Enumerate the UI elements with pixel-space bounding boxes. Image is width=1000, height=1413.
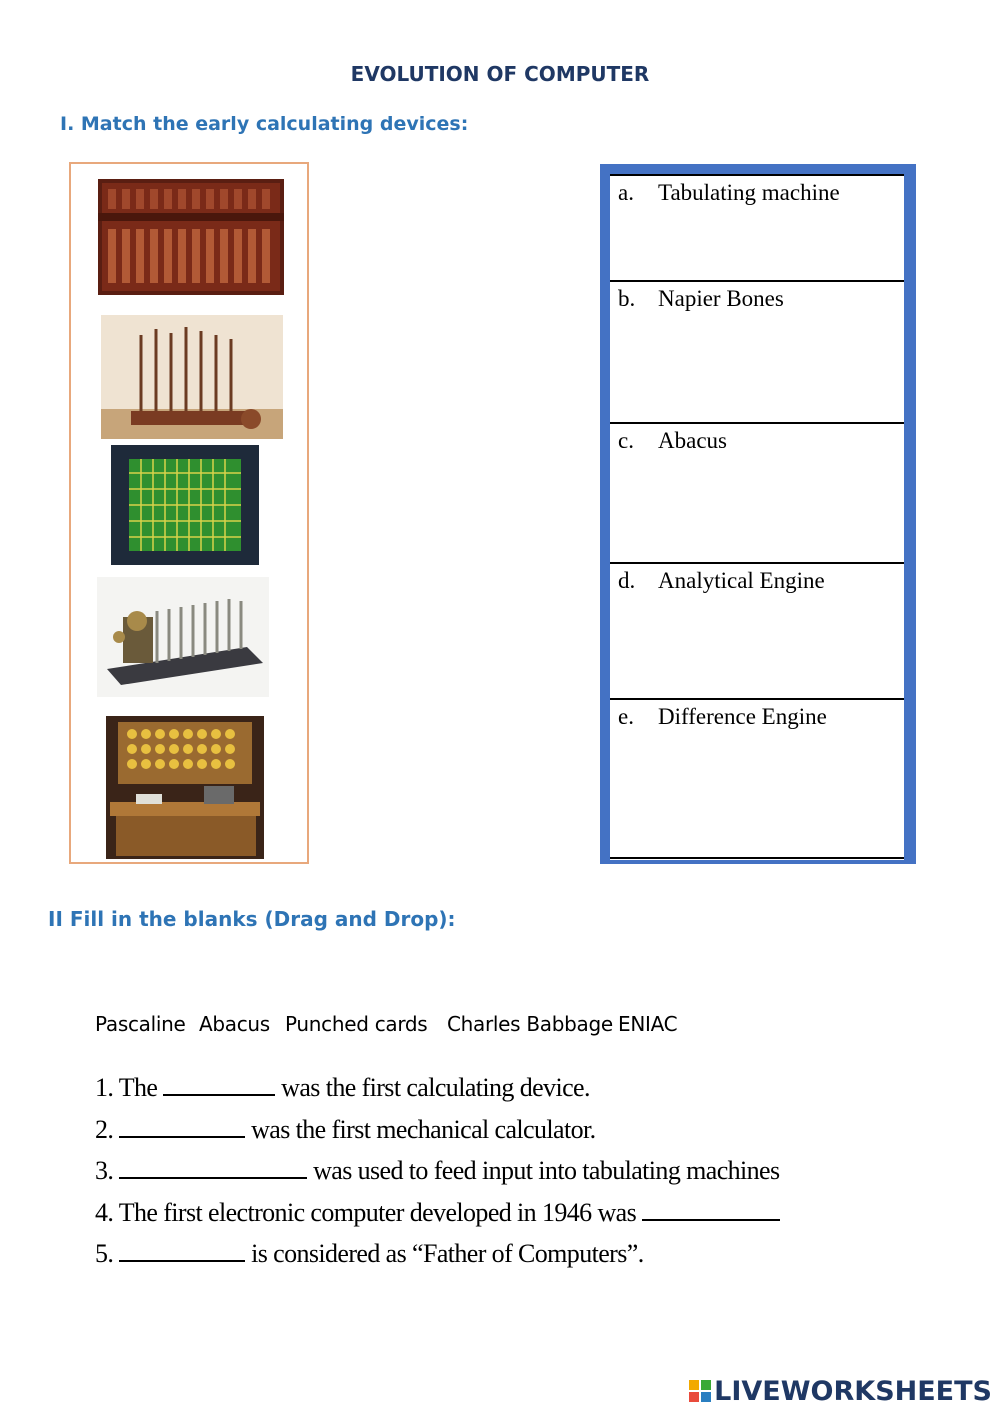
- sentence-suffix: was used to feed input into tabulating machines: [307, 1156, 780, 1185]
- abacus-image[interactable]: [98, 179, 284, 295]
- match-letter: d.: [618, 568, 636, 593]
- match-label: Analytical Engine: [658, 568, 825, 593]
- sentence-2: [95, 1114, 596, 1145]
- liveworksheets-logo: [689, 1376, 992, 1407]
- sentence-3: [95, 1155, 780, 1186]
- sentence-suffix: was the first calculating device.: [275, 1073, 590, 1102]
- blank-drop-zone[interactable]: [119, 1114, 245, 1138]
- match-letter: e.: [618, 704, 634, 729]
- sentence-suffix: was the first mechanical calculator.: [245, 1115, 596, 1144]
- match-letter: b.: [618, 286, 636, 311]
- word-bank-item[interactable]: Pascaline: [95, 1012, 186, 1036]
- sentence-5: [95, 1238, 644, 1269]
- sentence-prefix: 5.: [95, 1239, 120, 1268]
- match-option-b[interactable]: [610, 280, 904, 422]
- napier-bones-image[interactable]: [111, 445, 259, 565]
- blank-drop-zone[interactable]: [163, 1072, 275, 1096]
- sentence-prefix: 4. The first electronic computer developed in 1946 was: [95, 1198, 643, 1227]
- section-1-heading: I. Match the early calculating devices:: [60, 113, 469, 135]
- liveworksheets-logo-icon: [689, 1380, 711, 1402]
- match-label: Napier Bones: [658, 286, 784, 311]
- analytical-engine-image[interactable]: [97, 577, 269, 697]
- sentence-prefix: 3.: [95, 1156, 120, 1185]
- blank-drop-zone[interactable]: [642, 1197, 780, 1221]
- match-label: Abacus: [658, 428, 727, 453]
- sentence-suffix: is considered as “Father of Computers”.: [245, 1239, 644, 1268]
- word-bank-item[interactable]: Abacus: [199, 1012, 270, 1036]
- sentence-prefix: 2.: [95, 1115, 120, 1144]
- match-letter: a.: [618, 180, 634, 205]
- word-bank-item[interactable]: Punched cards: [285, 1012, 428, 1036]
- difference-engine-image[interactable]: [101, 315, 283, 439]
- matching-options-table: [600, 164, 916, 864]
- blank-drop-zone[interactable]: [119, 1155, 307, 1179]
- sentence-4: [95, 1197, 780, 1228]
- page-title: EVOLUTION OF COMPUTER: [350, 62, 650, 86]
- word-bank-item[interactable]: Charles Babbage: [447, 1012, 613, 1036]
- matching-options-inner: [610, 174, 904, 860]
- match-label: Difference Engine: [658, 704, 827, 729]
- match-label: Tabulating machine: [658, 180, 840, 205]
- match-option-d[interactable]: [610, 562, 904, 698]
- match-letter: c.: [618, 428, 634, 453]
- tabulating-machine-image[interactable]: [106, 716, 264, 859]
- blank-drop-zone[interactable]: [119, 1238, 245, 1262]
- word-bank-item[interactable]: ENIAC: [618, 1012, 678, 1036]
- device-images-frame: [69, 162, 309, 864]
- section-2-heading: II Fill in the blanks (Drag and Drop):: [48, 907, 456, 931]
- sentence-prefix: 1. The: [95, 1073, 164, 1102]
- match-option-e[interactable]: [610, 698, 904, 857]
- table-bottom-border: [610, 857, 904, 859]
- liveworksheets-logo-text: LIVEWORKSHEETS: [714, 1376, 992, 1407]
- match-option-c[interactable]: [610, 422, 904, 562]
- match-option-a[interactable]: [610, 174, 904, 280]
- sentence-1: [95, 1072, 590, 1103]
